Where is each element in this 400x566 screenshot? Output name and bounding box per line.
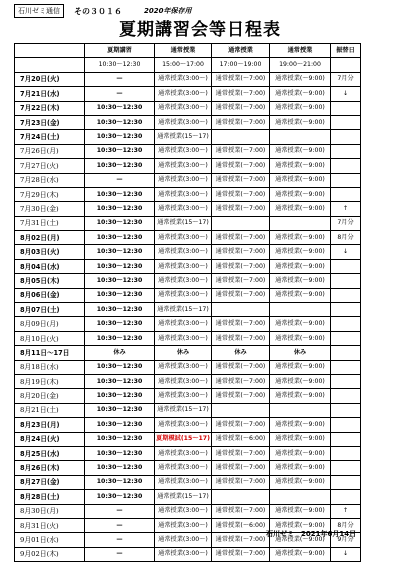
session-cell-summer: 10:30～12:30 bbox=[85, 331, 155, 345]
date-cell: 8月04日(水) bbox=[15, 259, 85, 273]
date-cell: 8月27日(金) bbox=[15, 475, 85, 489]
table-row bbox=[15, 461, 361, 475]
session-cell-regular-2: 通常授業(～7:00) bbox=[212, 461, 270, 475]
session-cell-regular-3: 通常授業(～9:00) bbox=[270, 446, 331, 460]
table-row bbox=[15, 173, 361, 187]
session-cell-regular-1: 通常授業(3:00～) bbox=[155, 187, 212, 201]
date-cell: 9月02日(木) bbox=[15, 547, 85, 561]
column-header: 夏期講習 bbox=[85, 44, 155, 58]
session-cell-regular-1: 通常授業(3:00～) bbox=[155, 173, 212, 187]
makeup-cell bbox=[331, 130, 361, 144]
schedule-table-body bbox=[15, 44, 361, 562]
time-slot: 10:30～12:30 bbox=[85, 58, 155, 72]
session-cell-regular-2: 通常授業(～7:00) bbox=[212, 202, 270, 216]
session-cell-summer: 10:30～12:30 bbox=[85, 446, 155, 460]
session-cell-regular-2: 通常授業(～7:00) bbox=[212, 187, 270, 201]
session-cell-regular-3 bbox=[270, 303, 331, 317]
makeup-cell bbox=[331, 490, 361, 504]
date-cell: 8月18日(水) bbox=[15, 360, 85, 374]
session-cell-regular-2: 通常授業(～7:00) bbox=[212, 173, 270, 187]
date-cell: 7月24日(土) bbox=[15, 130, 85, 144]
session-cell-regular-1: 通常授業(3:00～) bbox=[155, 331, 212, 345]
session-cell-summer: 10:30～12:30 bbox=[85, 389, 155, 403]
table-row bbox=[15, 202, 361, 216]
session-cell-regular-1: 通常授業(3:00～) bbox=[155, 144, 212, 158]
session-cell-summer: — bbox=[85, 87, 155, 101]
makeup-cell bbox=[331, 432, 361, 446]
page-title: 夏期講習会等日程表 bbox=[119, 20, 281, 40]
session-cell-summer: — bbox=[85, 173, 155, 187]
makeup-cell bbox=[331, 389, 361, 403]
session-cell-regular-3 bbox=[270, 130, 331, 144]
session-cell-regular-3: 通常授業(～9:00) bbox=[270, 533, 331, 547]
makeup-cell: 7月分 bbox=[331, 72, 361, 86]
table-row bbox=[15, 274, 361, 288]
session-cell-regular-3: 通常授業(～9:00) bbox=[270, 187, 331, 201]
session-cell-regular-1: 通常授業(15～17) bbox=[155, 130, 212, 144]
makeup-cell: ↓ bbox=[331, 87, 361, 101]
session-cell-regular-1: 通常授業(3:00～) bbox=[155, 504, 212, 518]
table-row bbox=[15, 216, 361, 230]
session-cell-regular-1: 通常授業(15～17) bbox=[155, 490, 212, 504]
session-cell-regular-2 bbox=[212, 216, 270, 230]
session-cell-regular-1: 通常授業(3:00～) bbox=[155, 202, 212, 216]
session-cell-regular-1: 通常授業(3:00～) bbox=[155, 547, 212, 561]
issue-number: その３０１６ bbox=[74, 6, 122, 16]
session-cell-summer: 10:30～12:30 bbox=[85, 288, 155, 302]
session-cell-regular-2: 休み bbox=[212, 346, 270, 360]
table-row bbox=[15, 346, 361, 360]
date-cell: 8月25日(水) bbox=[15, 446, 85, 460]
session-cell-regular-2: 通常授業(～7:00) bbox=[212, 504, 270, 518]
session-cell-regular-2: 通常授業(～7:00) bbox=[212, 331, 270, 345]
org-name-box: 石川ゼミ通信 bbox=[14, 4, 64, 18]
table-row bbox=[15, 504, 361, 518]
session-cell-summer: 10:30～12:30 bbox=[85, 374, 155, 388]
date-cell: 8月30日(月) bbox=[15, 504, 85, 518]
column-header: 通常授業 bbox=[212, 44, 270, 58]
makeup-cell bbox=[331, 374, 361, 388]
date-cell: 8月10日(火) bbox=[15, 331, 85, 345]
session-cell-regular-2: 通常授業(～7:00) bbox=[212, 274, 270, 288]
edition-label: 2020年保存用 bbox=[144, 7, 192, 15]
session-cell-regular-2: 通常授業(～7:00) bbox=[212, 87, 270, 101]
session-cell-regular-1: 通常授業(3:00～) bbox=[155, 446, 212, 460]
session-cell-regular-2: 通常授業(～7:00) bbox=[212, 115, 270, 129]
session-cell-regular-2: 通常授業(～7:00) bbox=[212, 159, 270, 173]
date-cell: 8月24日(火) bbox=[15, 432, 85, 446]
session-cell-regular-3: 通常授業(～9:00) bbox=[270, 202, 331, 216]
makeup-cell: ↓ bbox=[331, 245, 361, 259]
session-cell-regular-1: 通常授業(3:00～) bbox=[155, 475, 212, 489]
table-row bbox=[15, 115, 361, 129]
date-cell: 9月01日(水) bbox=[15, 533, 85, 547]
session-cell-regular-1: 通常授業(3:00～) bbox=[155, 389, 212, 403]
makeup-cell bbox=[331, 317, 361, 331]
session-cell-regular-2: 通常授業(～7:00) bbox=[212, 288, 270, 302]
date-cell: 8月28日(土) bbox=[15, 490, 85, 504]
table-row bbox=[15, 360, 361, 374]
date-cell: 8月20日(金) bbox=[15, 389, 85, 403]
session-cell-regular-2: 通常授業(～6:00) bbox=[212, 432, 270, 446]
session-cell-regular-3: 通常授業(～9:00) bbox=[270, 475, 331, 489]
session-cell-summer: 10:30～12:30 bbox=[85, 432, 155, 446]
date-cell: 7月22日(木) bbox=[15, 101, 85, 115]
table-row bbox=[15, 259, 361, 273]
date-cell: 8月05日(木) bbox=[15, 274, 85, 288]
time-slot: 17:00～19:00 bbox=[212, 58, 270, 72]
makeup-cell: ↑ bbox=[331, 202, 361, 216]
session-cell-regular-3: 通常授業(～9:00) bbox=[270, 259, 331, 273]
session-cell-regular-1: 通常授業(3:00～) bbox=[155, 288, 212, 302]
table-row bbox=[15, 374, 361, 388]
session-cell-summer: 10:30～12:30 bbox=[85, 403, 155, 417]
table-row bbox=[15, 547, 361, 561]
makeup-cell bbox=[331, 360, 361, 374]
table-row bbox=[15, 159, 361, 173]
session-cell-regular-3 bbox=[270, 490, 331, 504]
session-cell-regular-1: 通常授業(3:00～) bbox=[155, 159, 212, 173]
session-cell-regular-1: 通常授業(3:00～) bbox=[155, 518, 212, 532]
session-cell-regular-2: 通常授業(～7:00) bbox=[212, 72, 270, 86]
date-cell: 8月09日(月) bbox=[15, 317, 85, 331]
makeup-cell bbox=[331, 259, 361, 273]
table-row bbox=[15, 418, 361, 432]
session-cell-regular-3: 通常授業(～9:00) bbox=[270, 101, 331, 115]
table-row bbox=[15, 101, 361, 115]
makeup-cell bbox=[331, 274, 361, 288]
session-cell-regular-1: 通常授業(3:00～) bbox=[155, 317, 212, 331]
date-cell: 7月29日(木) bbox=[15, 187, 85, 201]
session-cell-summer: 10:30～12:30 bbox=[85, 274, 155, 288]
time-slot: 15:00～17:00 bbox=[155, 58, 212, 72]
makeup-cell bbox=[331, 115, 361, 129]
session-cell-summer: — bbox=[85, 72, 155, 86]
session-cell-summer: — bbox=[85, 504, 155, 518]
makeup-cell bbox=[331, 159, 361, 173]
table-row bbox=[15, 72, 361, 86]
session-cell-regular-3: 通常授業(～9:00) bbox=[270, 288, 331, 302]
session-cell-regular-1: 通常授業(3:00～) bbox=[155, 533, 212, 547]
table-row bbox=[15, 446, 361, 460]
makeup-cell bbox=[331, 403, 361, 417]
session-cell-summer: 10:30～12:30 bbox=[85, 159, 155, 173]
makeup-cell: 7月分 bbox=[331, 216, 361, 230]
session-cell-regular-2: 通常授業(～7:00) bbox=[212, 317, 270, 331]
session-cell-regular-3: 通常授業(～9:00) bbox=[270, 547, 331, 561]
session-cell-regular-2: 通常授業(～7:00) bbox=[212, 144, 270, 158]
session-cell-summer: 10:30～12:30 bbox=[85, 303, 155, 317]
date-cell: 8月26日(木) bbox=[15, 461, 85, 475]
makeup-cell: 9月分 bbox=[331, 533, 361, 547]
column-header: 振替日 bbox=[331, 44, 361, 58]
date-cell: 7月26日(月) bbox=[15, 144, 85, 158]
session-cell-regular-3: 通常授業(～9:00) bbox=[270, 374, 331, 388]
makeup-cell bbox=[331, 288, 361, 302]
session-cell-regular-2: 通常授業(～7:00) bbox=[212, 446, 270, 460]
date-cell: 8月02日(月) bbox=[15, 231, 85, 245]
makeup-cell bbox=[331, 144, 361, 158]
session-cell-summer: 10:30～12:30 bbox=[85, 475, 155, 489]
session-cell-summer: 10:30～12:30 bbox=[85, 259, 155, 273]
table-row bbox=[15, 317, 361, 331]
date-cell: 7月23日(金) bbox=[15, 115, 85, 129]
time-slot-row bbox=[15, 58, 361, 72]
makeup-cell bbox=[331, 475, 361, 489]
session-cell-summer: 10:30～12:30 bbox=[85, 187, 155, 201]
session-cell-summer: 10:30～12:30 bbox=[85, 317, 155, 331]
session-cell-regular-3 bbox=[270, 216, 331, 230]
column-header bbox=[15, 44, 85, 58]
session-cell-summer: 10:30～12:30 bbox=[85, 231, 155, 245]
date-cell: 8月03日(火) bbox=[15, 245, 85, 259]
session-cell-summer: 10:30～12:30 bbox=[85, 461, 155, 475]
column-header: 通常授業 bbox=[270, 44, 331, 58]
date-cell: 8月23日(月) bbox=[15, 418, 85, 432]
date-cell: 8月06日(金) bbox=[15, 288, 85, 302]
session-cell-summer: 休み bbox=[85, 346, 155, 360]
time-slot: 19:00～21:00 bbox=[270, 58, 331, 72]
session-cell-regular-2 bbox=[212, 490, 270, 504]
makeup-cell bbox=[331, 418, 361, 432]
session-cell-regular-3: 通常授業(～9:00) bbox=[270, 360, 331, 374]
makeup-cell bbox=[331, 187, 361, 201]
session-cell-regular-3: 通常授業(～9:00) bbox=[270, 389, 331, 403]
session-cell-regular-1: 通常授業(3:00～) bbox=[155, 231, 212, 245]
session-cell-summer: 10:30～12:30 bbox=[85, 216, 155, 230]
table-row bbox=[15, 288, 361, 302]
table-row bbox=[15, 475, 361, 489]
makeup-cell bbox=[331, 331, 361, 345]
date-cell: 7月27日(火) bbox=[15, 159, 85, 173]
session-cell-regular-2 bbox=[212, 130, 270, 144]
date-cell: 8月19日(木) bbox=[15, 374, 85, 388]
date-cell: 7月21日(水) bbox=[15, 87, 85, 101]
session-cell-regular-1: 通常授業(3:00～) bbox=[155, 259, 212, 273]
session-cell-regular-3: 通常授業(～9:00) bbox=[270, 115, 331, 129]
session-cell-regular-3: 通常授業(～9:00) bbox=[270, 432, 331, 446]
table-row bbox=[15, 231, 361, 245]
session-cell-regular-1: 通常授業(3:00～) bbox=[155, 245, 212, 259]
session-cell-regular-2: 通常授業(～7:00) bbox=[212, 101, 270, 115]
session-cell-regular-1: 通常授業(3:00～) bbox=[155, 374, 212, 388]
session-cell-regular-2: 通常授業(～7:00) bbox=[212, 360, 270, 374]
session-cell-summer: 10:30～12:30 bbox=[85, 202, 155, 216]
session-cell-summer: 10:30～12:30 bbox=[85, 360, 155, 374]
session-cell-regular-1: 休み bbox=[155, 346, 212, 360]
session-cell-regular-2: 通常授業(～6:00) bbox=[212, 518, 270, 532]
session-cell-summer: 10:30～12:30 bbox=[85, 490, 155, 504]
session-cell-regular-2: 通常授業(～7:00) bbox=[212, 533, 270, 547]
session-cell-summer: 10:30～12:30 bbox=[85, 144, 155, 158]
session-cell-regular-3: 通常授業(～9:00) bbox=[270, 274, 331, 288]
session-cell-regular-3: 通常授業(～9:00) bbox=[270, 173, 331, 187]
time-slot bbox=[331, 58, 361, 72]
table-row bbox=[15, 490, 361, 504]
session-cell-regular-3: 通常授業(～9:00) bbox=[270, 331, 331, 345]
schedule-table bbox=[14, 43, 361, 562]
session-cell-regular-3: 通常授業(～9:00) bbox=[270, 245, 331, 259]
session-cell-regular-3: 通常授業(～9:00) bbox=[270, 504, 331, 518]
session-cell-regular-3: 通常授業(～9:00) bbox=[270, 518, 331, 532]
table-row bbox=[15, 403, 361, 417]
table-row bbox=[15, 389, 361, 403]
session-cell-summer: — bbox=[85, 533, 155, 547]
session-cell-regular-3: 休み bbox=[270, 346, 331, 360]
session-cell-regular-1: 通常授業(3:00～) bbox=[155, 461, 212, 475]
date-cell: 7月30日(金) bbox=[15, 202, 85, 216]
makeup-cell: ↓ bbox=[331, 547, 361, 561]
session-cell-regular-1: 通常授業(3:00～) bbox=[155, 101, 212, 115]
session-cell-regular-2 bbox=[212, 303, 270, 317]
makeup-cell: 8月分 bbox=[331, 231, 361, 245]
makeup-cell bbox=[331, 346, 361, 360]
table-row bbox=[15, 87, 361, 101]
session-cell-regular-3: 通常授業(～9:00) bbox=[270, 418, 331, 432]
date-cell: 7月28日(水) bbox=[15, 173, 85, 187]
session-cell-summer: — bbox=[85, 518, 155, 532]
column-header-row bbox=[15, 44, 361, 58]
makeup-cell bbox=[331, 173, 361, 187]
makeup-cell bbox=[331, 303, 361, 317]
session-cell-regular-1: 通常授業(15～17) bbox=[155, 403, 212, 417]
session-cell-regular-2: 通常授業(～7:00) bbox=[212, 475, 270, 489]
session-cell-regular-2: 通常授業(～7:00) bbox=[212, 231, 270, 245]
session-cell-regular-1: 通常授業(3:00～) bbox=[155, 274, 212, 288]
session-cell-regular-1: 通常授業(3:00～) bbox=[155, 115, 212, 129]
time-slot bbox=[15, 58, 85, 72]
header-bar bbox=[14, 4, 191, 18]
session-cell-regular-3: 通常授業(～9:00) bbox=[270, 159, 331, 173]
date-cell: 8月21日(土) bbox=[15, 403, 85, 417]
table-row bbox=[15, 245, 361, 259]
date-cell: 8月07日(土) bbox=[15, 303, 85, 317]
makeup-cell bbox=[331, 461, 361, 475]
session-cell-regular-1: 夏期模試(15～17) bbox=[155, 432, 212, 446]
session-cell-regular-1: 通常授業(3:00～) bbox=[155, 360, 212, 374]
session-cell-regular-1: 通常授業(15～17) bbox=[155, 216, 212, 230]
session-cell-regular-2: 通常授業(～7:00) bbox=[212, 547, 270, 561]
footer-signature: 石川ゼミ 2021年6月14日 bbox=[266, 530, 357, 538]
session-cell-regular-2: 通常授業(～7:00) bbox=[212, 374, 270, 388]
session-cell-summer: 10:30～12:30 bbox=[85, 418, 155, 432]
session-cell-regular-2: 通常授業(～7:00) bbox=[212, 418, 270, 432]
table-row bbox=[15, 303, 361, 317]
session-cell-regular-1: 通常授業(3:00～) bbox=[155, 418, 212, 432]
table-row bbox=[15, 144, 361, 158]
session-cell-regular-3: 通常授業(～9:00) bbox=[270, 461, 331, 475]
session-cell-summer: 10:30～12:30 bbox=[85, 101, 155, 115]
makeup-cell: 8月分 bbox=[331, 518, 361, 532]
table-row bbox=[15, 187, 361, 201]
session-cell-summer: 10:30～12:30 bbox=[85, 130, 155, 144]
date-cell: 7月31日(土) bbox=[15, 216, 85, 230]
session-cell-regular-3: 通常授業(～9:00) bbox=[270, 72, 331, 86]
table-row bbox=[15, 130, 361, 144]
session-cell-regular-2: 通常授業(～7:00) bbox=[212, 259, 270, 273]
table-row bbox=[15, 432, 361, 446]
date-cell: 8月11日～17日 bbox=[15, 346, 85, 360]
makeup-cell: ↑ bbox=[331, 504, 361, 518]
session-cell-regular-2 bbox=[212, 403, 270, 417]
session-cell-summer: — bbox=[85, 547, 155, 561]
session-cell-regular-3 bbox=[270, 403, 331, 417]
date-cell: 7月20日(火) bbox=[15, 72, 85, 86]
date-cell: 8月31日(火) bbox=[15, 518, 85, 532]
session-cell-regular-2: 通常授業(～7:00) bbox=[212, 245, 270, 259]
session-cell-summer: 10:30～12:30 bbox=[85, 245, 155, 259]
session-cell-regular-2: 通常授業(～7:00) bbox=[212, 389, 270, 403]
session-cell-summer: 10:30～12:30 bbox=[85, 115, 155, 129]
session-cell-regular-1: 通常授業(3:00～) bbox=[155, 72, 212, 86]
table-row bbox=[15, 331, 361, 345]
session-cell-regular-3: 通常授業(～9:00) bbox=[270, 317, 331, 331]
makeup-cell bbox=[331, 446, 361, 460]
session-cell-regular-1: 通常授業(15～17) bbox=[155, 303, 212, 317]
session-cell-regular-1: 通常授業(3:00～) bbox=[155, 87, 212, 101]
session-cell-regular-3: 通常授業(～9:00) bbox=[270, 231, 331, 245]
session-cell-regular-3: 通常授業(～9:00) bbox=[270, 87, 331, 101]
session-cell-regular-3: 通常授業(～9:00) bbox=[270, 144, 331, 158]
makeup-cell bbox=[331, 101, 361, 115]
column-header: 通常授業 bbox=[155, 44, 212, 58]
